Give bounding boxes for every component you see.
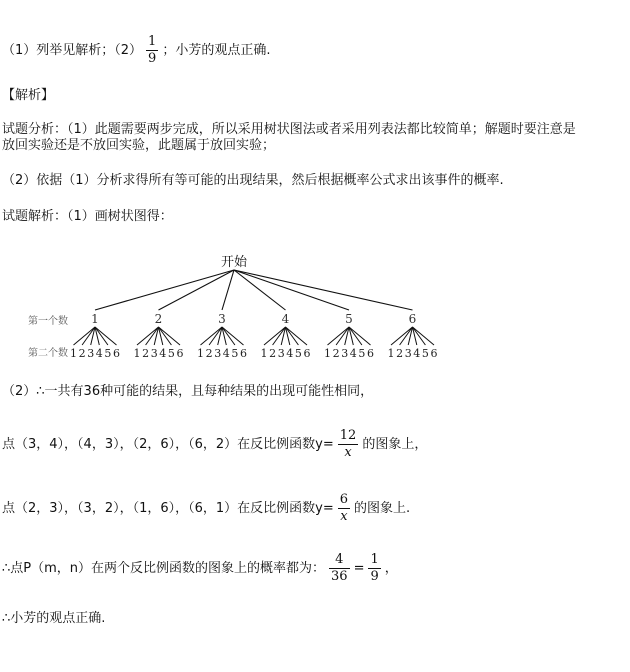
tree-second-1-6: 6: [113, 347, 120, 360]
tree-second-3-5: 5: [231, 347, 239, 360]
answer-part1: （1）列举见解析；（2）: [2, 43, 143, 58]
tree-second-1-5: 5: [104, 347, 112, 360]
tree-second-4-3: 3: [277, 347, 285, 360]
analysis-line-1: 试题分析：（1）此题需要两步完成，所以采用树状图法或者采用列表法都比较简单；解题时要注意是: [2, 122, 576, 137]
points-line-1: [2, 428, 427, 461]
tree-second-5-1: 1: [324, 347, 331, 360]
tree-first-1: 1: [91, 312, 99, 326]
tree-second-4-5: 5: [294, 347, 302, 360]
tree-second-3-1: 1: [197, 347, 204, 360]
probability-fraction-1: [329, 552, 350, 585]
function-fraction-2-denominator: x: [338, 508, 350, 525]
tree-second-6-2: 2: [396, 347, 404, 360]
tree-branch-5: [234, 270, 349, 310]
tree-second-5-4: 4: [349, 347, 357, 360]
solution-intro: 试题解析：（1）画树状图得：: [2, 209, 173, 224]
tree-second-2-4: 4: [159, 347, 167, 360]
probability-fraction-2: [368, 552, 380, 585]
probability-fraction-1-numerator: 4: [335, 552, 344, 567]
tree-second-6-5: 5: [421, 347, 429, 360]
tree-second-4-2: 2: [269, 347, 277, 360]
tree-second-6-3: 3: [404, 347, 412, 360]
tree-first-3: 3: [218, 312, 226, 326]
answer-line: [2, 34, 270, 67]
tree-second-2-5: 5: [167, 347, 175, 360]
points-2-text: 点（2，3），（3，2），（1，6），（6，1）在反比例函数y=: [2, 501, 334, 516]
tree-second-4-1: 1: [260, 347, 268, 360]
answer-fraction: [146, 34, 158, 67]
tree-second-1-3: 3: [87, 347, 95, 360]
tree-diagram: [0, 248, 630, 370]
answer-tail: ；小芳的观点正确.: [162, 43, 271, 58]
tree-branch-2: [159, 270, 235, 310]
probability-fraction-2-numerator: 1: [370, 552, 379, 567]
tree-branch-6: [234, 270, 413, 310]
tree-second-2-3: 3: [150, 347, 158, 360]
tree-second-2-2: 2: [142, 347, 150, 360]
tree-second-3-6: 6: [240, 347, 247, 360]
section-heading: 【解析】: [2, 88, 55, 103]
probability-equals: =: [353, 561, 365, 576]
tree-second-2-6: 6: [176, 347, 184, 360]
tree-second-1-2: 2: [78, 347, 86, 360]
answer-fraction-denominator: 9: [148, 51, 157, 66]
points-line-2: [2, 492, 410, 525]
tree-second-1-4: 4: [95, 347, 103, 360]
tree-second-5-6: 6: [367, 347, 374, 360]
tree-second-3-4: 4: [222, 347, 230, 360]
points-1-text: 点（3，4），（4，3），（2，6），（6，2）在反比例函数y=: [2, 437, 334, 452]
tree-first-6: 6: [408, 312, 417, 326]
points-2-post: 的图象上.: [354, 501, 411, 516]
probability-post: ，: [384, 561, 398, 576]
probability-line: [2, 552, 398, 585]
tree-second-3-2: 2: [205, 347, 213, 360]
tree-second-6-6: 6: [430, 347, 438, 360]
points-1-post: 的图象上，: [362, 437, 428, 452]
function-fraction-1: [338, 428, 359, 461]
tree-second-4-4: 4: [286, 347, 294, 360]
function-fraction-1-denominator: x: [338, 444, 359, 461]
function-fraction-1-numerator: 12: [339, 428, 357, 443]
probability-fraction-1-denominator: 36: [331, 569, 348, 584]
step2-line: （2）∴一共有36种可能的结果，且每种结果的出现可能性相同，: [2, 384, 374, 399]
tree-second-6-1: 1: [387, 347, 395, 360]
answer-fraction-numerator: 1: [148, 34, 157, 49]
tree-row2-label: 第二个数: [28, 348, 68, 359]
tree-second-5-3: 3: [341, 347, 349, 360]
analysis-line-2: 放回实验还是不放回实验，此题属于放回实验；: [2, 138, 276, 153]
tree-second-3-3: 3: [214, 347, 222, 360]
tree-second-5-5: 5: [358, 347, 366, 360]
tree-second-1-1: 1: [70, 347, 77, 360]
tree-root-label: 开始: [220, 255, 248, 270]
tree-first-2: 2: [154, 312, 163, 326]
tree-second-5-2: 2: [332, 347, 340, 360]
function-fraction-2: [338, 492, 350, 525]
tree-second-2-1: 1: [133, 347, 141, 360]
tree-first-4: 4: [281, 312, 290, 326]
tree-branch-1: [95, 270, 234, 310]
probability-text: ∴点P（m，n）在两个反比例函数的图象上的概率都为：: [2, 561, 326, 576]
tree-second-4-6: 6: [303, 347, 311, 360]
tree-first-5: 5: [345, 312, 353, 326]
function-fraction-2-numerator: 6: [339, 492, 349, 507]
analysis-line-3: （2）依据（1）分析求得所有等可能的出现结果，然后根据概率公式求出该事件的概率.: [2, 173, 504, 188]
tree-second-6-4: 4: [413, 347, 421, 360]
tree-row1-label: 第一个数: [28, 316, 68, 327]
conclusion-line: ∴小芳的观点正确.: [2, 611, 106, 626]
probability-fraction-2-denominator: 9: [370, 569, 379, 584]
